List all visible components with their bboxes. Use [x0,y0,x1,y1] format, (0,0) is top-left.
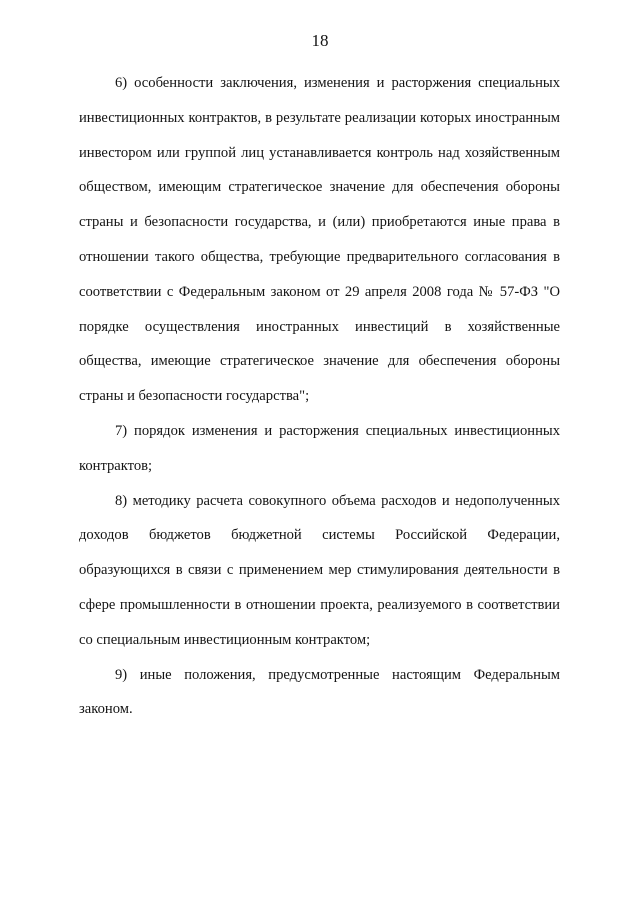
document-body [79,66,560,727]
list-item-8: 8) методику расчета совокупного объема расходов и недополученных доходов бюджетов бюджетной системы Российской Федерации, образующихся в связи с применением мер стимулирования деятельности в сфере промышленности в отношении проекта, реализуемого в соответствии со специальным инвестиционным контрактом; [79,492,560,648]
list-item-9: 9) иные положения, предусмотренные настоящим Федеральным законом. [79,666,560,718]
page-number: 18 [311,31,329,50]
list-item-7: 7) порядок изменения и расторжения специальных инвестиционных контрактов; [79,422,560,474]
list-item-6: 6) особенности заключения, изменения и расторжения специальных инвестиционных контрактов, в результате реализации которых иностранным инвестором или группой лиц устанавливается контроль над хозяйственным обществом, имеющим стратегическое значение для обеспечения обороны страны и безопасности государства, и (или) приобретаются иные права в отношении такого общества, требующие предварительного согласования в соответствии с Федеральным законом от 29 апреля 2008 года № 57-ФЗ "О порядке осуществления иностранных инвестиций в хозяйственные общества, имеющие стратегическое значение для обеспечения обороны страны и безопасности государства"; [79,75,560,405]
